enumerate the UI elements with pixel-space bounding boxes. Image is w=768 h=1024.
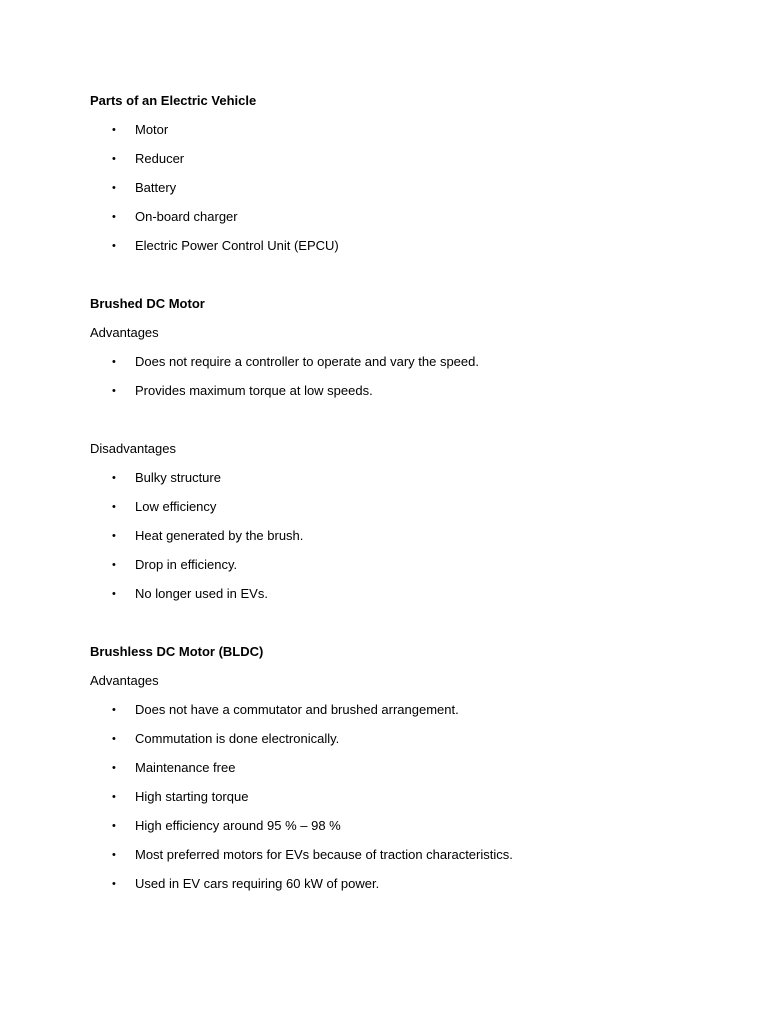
list-item: • Drop in efficiency. [90, 555, 730, 575]
bullet-icon: • [112, 211, 116, 223]
bullet-icon: • [112, 820, 116, 832]
section-heading-bldc: Brushless DC Motor (BLDC) [90, 644, 264, 659]
section-heading-brushed-dc: Brushed DC Motor [90, 296, 205, 311]
bullet-icon: • [112, 182, 116, 194]
bullet-icon: • [112, 472, 116, 484]
bldc-advantages-list [90, 700, 730, 894]
bullet-icon: • [112, 704, 116, 716]
list-item: • No longer used in EVs. [90, 584, 730, 604]
list-item: • Electric Power Control Unit (EPCU) [90, 236, 730, 256]
spacer [90, 613, 730, 642]
bullet-icon: • [112, 124, 116, 136]
bullet-icon: • [112, 385, 116, 397]
list-item: • Does not require a controller to operate and vary the speed. [90, 352, 730, 372]
spacer [90, 410, 730, 439]
bullet-icon: • [112, 153, 116, 165]
brushed-disadvantages-list [90, 468, 730, 604]
bullet-icon: • [112, 878, 116, 890]
bullet-icon: • [112, 762, 116, 774]
list-item: • On-board charger [90, 207, 730, 227]
ev-parts-list [90, 120, 730, 256]
bullet-icon: • [112, 501, 116, 513]
bullet-icon: • [112, 530, 116, 542]
disadvantages-label: Disadvantages [90, 441, 176, 456]
bullet-icon: • [112, 588, 116, 600]
list-item: • Most preferred motors for EVs because of traction characteristics. [90, 845, 730, 865]
bullet-icon: • [112, 240, 116, 252]
list-item: • Commutation is done electronically. [90, 729, 730, 749]
list-item: • Motor [90, 120, 730, 140]
list-item: • Low efficiency [90, 497, 730, 517]
advantages-label: Advantages [90, 673, 159, 688]
document-page [90, 91, 730, 903]
list-item: • Used in EV cars requiring 60 kW of power. [90, 874, 730, 894]
list-item: • Bulky structure [90, 468, 730, 488]
bullet-icon: • [112, 733, 116, 745]
brushed-advantages-list [90, 352, 730, 401]
bullet-icon: • [112, 356, 116, 368]
bullet-icon: • [112, 559, 116, 571]
list-item: • Reducer [90, 149, 730, 169]
list-item: • Provides maximum torque at low speeds. [90, 381, 730, 401]
list-item: • High efficiency around 95 % – 98 % [90, 816, 730, 836]
advantages-label: Advantages [90, 325, 159, 340]
list-item: • Heat generated by the brush. [90, 526, 730, 546]
bullet-icon: • [112, 849, 116, 861]
section-heading-ev-parts: Parts of an Electric Vehicle [90, 93, 257, 108]
spacer [90, 265, 730, 294]
bullet-icon: • [112, 791, 116, 803]
list-item: • Does not have a commutator and brushed arrangement. [90, 700, 730, 720]
list-item: • Maintenance free [90, 758, 730, 778]
list-item: • Battery [90, 178, 730, 198]
list-item: • High starting torque [90, 787, 730, 807]
